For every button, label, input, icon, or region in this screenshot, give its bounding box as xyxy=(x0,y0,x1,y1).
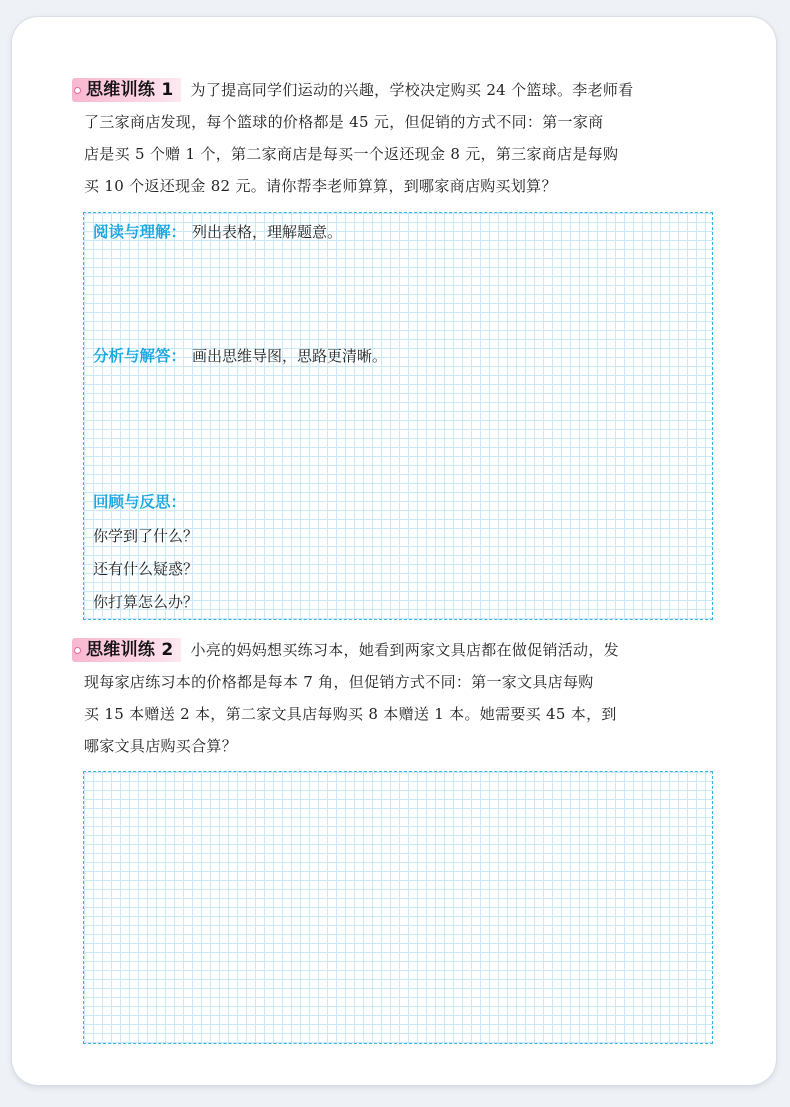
exercise-2-line-4: 哪家文具店购买合算？ xyxy=(84,737,238,755)
exercise-2-line-1: 思维训练 2 小亮的妈妈想买练习本，她看到两家文具店都在做促销活动，发 xyxy=(72,634,722,666)
exercise-1-line-1: 思维训练 1 为了提高同学们运动的兴趣，学校决定购买 24 个篮球。李老师看 xyxy=(72,74,722,106)
review-question: 你打算怎么办？ xyxy=(93,593,199,611)
exercise-2-line-2: 现每家店练习本的价格都是每本 7 角，但促销方式不同：第一家文具店每购 xyxy=(84,673,594,691)
bullet-dot-icon xyxy=(74,647,81,654)
exercise-1-line-3: 店是买 5 个赠 1 个，第二家商店是每买一个返还现金 8 元，第三家商店是每购 xyxy=(84,145,619,163)
exercise-1-label: 思维训练 1 xyxy=(72,78,181,102)
answer-grid-box-1[interactable] xyxy=(83,212,713,620)
read-understand-hint: 列出表格，理解题意。 xyxy=(192,223,343,241)
review-question: 还有什么疑惑？ xyxy=(93,560,199,578)
read-understand-heading: 阅读与理解： xyxy=(93,223,187,241)
answer-grid-box-2[interactable] xyxy=(83,771,713,1044)
review-question: 你学到了什么？ xyxy=(93,527,199,545)
bullet-dot-icon xyxy=(74,87,81,94)
read-understand-section xyxy=(93,221,342,243)
exercise-2 xyxy=(72,634,722,762)
review-reflect-heading: 回顾与反思： xyxy=(93,493,187,511)
analyze-answer-heading: 分析与解答： xyxy=(93,347,187,365)
review-reflect-section xyxy=(93,491,186,513)
analyze-answer-section xyxy=(93,345,387,367)
exercise-1-line-4: 买 10 个返还现金 82 元。请你帮李老师算算，到哪家商店购买划算？ xyxy=(84,177,557,195)
exercise-2-label: 思维训练 2 xyxy=(72,638,181,662)
analyze-answer-hint: 画出思维导图，思路更清晰。 xyxy=(192,347,388,365)
exercise-1 xyxy=(72,74,722,202)
exercise-2-line-3: 买 15 本赠送 2 本，第二家文具店每购买 8 本赠送 1 本。她需要买 45 本，到 xyxy=(84,705,617,723)
exercise-1-line-2: 了三家商店发现，每个篮球的价格都是 45 元，但促销的方式不同：第一家商 xyxy=(84,113,604,131)
